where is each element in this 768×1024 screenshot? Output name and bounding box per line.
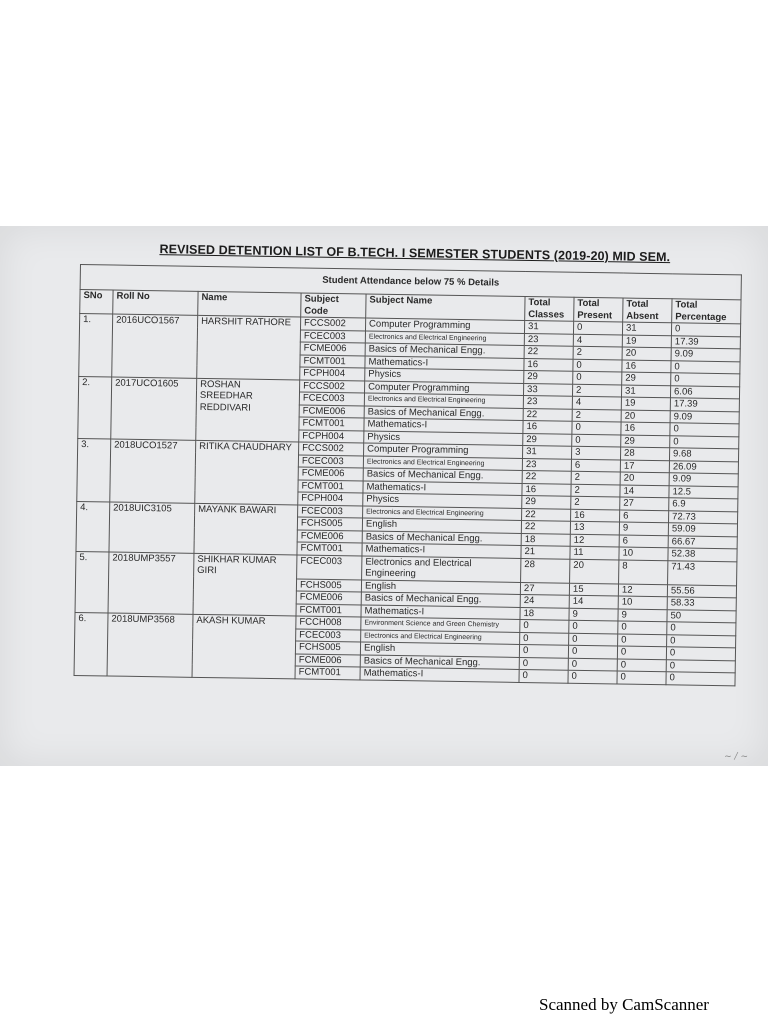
total-present-cell: 9 xyxy=(569,608,618,621)
total-percentage-cell: 9.09 xyxy=(669,473,738,487)
total-percentage-cell: 0 xyxy=(670,423,739,437)
total-present-cell: 0 xyxy=(572,434,621,447)
subject-name-cell: Basics of Mechanical Engg. xyxy=(365,343,524,358)
total-percentage-cell: 0 xyxy=(667,622,736,636)
total-absent-cell: 19 xyxy=(621,397,670,410)
student-roll-no: 2016UCO1567 xyxy=(112,314,198,378)
total-classes-cell: 23 xyxy=(522,458,571,471)
total-present-cell: 6 xyxy=(571,459,620,472)
table-subtitle: Student Attendance below 75 % Details xyxy=(80,265,741,300)
total-absent-cell: 10 xyxy=(618,596,667,609)
total-percentage-cell: 0 xyxy=(667,634,736,648)
total-percentage-cell: 17.39 xyxy=(670,398,739,412)
total-classes-cell: 27 xyxy=(520,582,569,595)
subject-code-cell: FCHS005 xyxy=(295,641,360,655)
total-absent-cell: 20 xyxy=(620,472,669,485)
total-classes-cell: 0 xyxy=(519,657,568,670)
total-classes-cell: 31 xyxy=(523,445,572,458)
header-name: Name xyxy=(198,291,301,317)
scanner-watermark: Scanned by CamScanner xyxy=(539,995,709,1014)
total-classes-cell: 29 xyxy=(522,495,571,508)
student-sno: 4. xyxy=(76,501,110,552)
total-present-cell: 0 xyxy=(569,620,618,633)
subject-name-cell: Mathematics-I xyxy=(363,480,522,495)
total-present-cell: 0 xyxy=(569,633,618,646)
total-classes-cell: 22 xyxy=(522,470,571,483)
total-absent-cell: 16 xyxy=(622,360,671,373)
total-present-cell: 15 xyxy=(569,583,618,596)
total-absent-cell: 10 xyxy=(619,547,668,560)
total-percentage-cell: 66.67 xyxy=(668,535,737,549)
total-percentage-cell: 6.9 xyxy=(669,498,738,512)
total-percentage-cell: 0 xyxy=(671,373,740,387)
total-absent-cell: 12 xyxy=(618,583,667,596)
document-title: REVISED DETENTION LIST OF B.TECH. I SEMESTER STUDENTS (2019-20) MID SEM. xyxy=(159,242,671,265)
total-classes-cell: 0 xyxy=(520,632,569,645)
student-name: AKASH KUMAR xyxy=(192,614,296,678)
subject-name-cell: Physics xyxy=(364,430,523,445)
student-name: MAYANK BAWARI xyxy=(194,503,298,555)
total-absent-cell: 27 xyxy=(620,497,669,510)
subject-code-cell: FCEC003 xyxy=(296,628,361,642)
subject-code-cell: FCMT001 xyxy=(300,354,365,368)
total-classes-cell: 22 xyxy=(523,408,572,421)
total-present-cell: 13 xyxy=(570,521,619,534)
subject-name-cell: English xyxy=(361,579,520,594)
student-name: SHIKHAR KUMAR GIRI xyxy=(193,553,297,616)
subject-name-cell: Physics xyxy=(363,493,522,508)
header-total-classes: Total Classes xyxy=(525,296,574,321)
total-present-cell: 3 xyxy=(572,446,621,459)
total-absent-cell: 20 xyxy=(622,347,671,360)
total-percentage-cell: 50 xyxy=(667,609,736,623)
total-percentage-cell: 9.09 xyxy=(670,410,739,424)
total-present-cell: 0 xyxy=(573,359,622,372)
total-percentage-cell: 0 xyxy=(671,323,740,337)
total-absent-cell: 17 xyxy=(620,460,669,473)
table-body xyxy=(74,314,741,686)
subject-name-cell: Mathematics-I xyxy=(362,543,521,558)
subject-code-cell: FCEC003 xyxy=(300,329,365,343)
total-present-cell: 11 xyxy=(570,546,619,559)
total-classes-cell: 0 xyxy=(519,669,568,682)
subject-code-cell: FCCH008 xyxy=(296,616,361,630)
student-name: HARSHIT RATHORE xyxy=(197,315,301,379)
subject-code-cell: FCEC003 xyxy=(297,554,362,579)
student-roll-no: 2018UMP3557 xyxy=(108,551,194,614)
subject-code-cell: FCPH004 xyxy=(299,429,364,443)
total-present-cell: 0 xyxy=(568,658,617,671)
total-absent-cell: 28 xyxy=(620,447,669,460)
subject-name-cell: English xyxy=(360,642,519,657)
subject-name-cell: Basics of Mechanical Engg. xyxy=(363,468,522,483)
total-present-cell: 0 xyxy=(568,670,617,683)
header-subject-code: Subject Code xyxy=(301,293,366,318)
subject-code-cell: FCMT001 xyxy=(296,603,361,617)
subject-name-cell: Basics of Mechanical Engg. xyxy=(362,530,521,545)
total-absent-cell: 0 xyxy=(618,633,667,646)
total-classes-cell: 21 xyxy=(521,545,570,558)
total-percentage-cell: 0 xyxy=(671,360,740,374)
subject-name-cell: Mathematics-I xyxy=(364,418,523,433)
total-percentage-cell: 55.56 xyxy=(667,584,736,598)
total-absent-cell: 9 xyxy=(619,522,668,535)
detention-table xyxy=(74,264,742,686)
total-present-cell: 16 xyxy=(571,509,620,522)
student-name: RITIKA CHAUDHARY xyxy=(195,440,299,504)
total-classes-cell: 16 xyxy=(524,358,573,371)
total-percentage-cell: 6.06 xyxy=(670,385,739,399)
subject-code-cell: FCEC003 xyxy=(299,392,364,406)
subject-name-cell: Physics xyxy=(365,368,524,383)
total-present-cell: 20 xyxy=(570,559,619,584)
total-absent-cell: 6 xyxy=(620,510,669,523)
total-classes-cell: 29 xyxy=(523,433,572,446)
subject-name-cell: Electronics and Electrical Engineering xyxy=(361,629,520,644)
total-absent-cell: 0 xyxy=(618,621,667,634)
total-classes-cell: 18 xyxy=(520,607,569,620)
subject-code-cell: FCCS002 xyxy=(300,379,365,393)
total-absent-cell: 29 xyxy=(622,372,671,385)
total-absent-cell: 0 xyxy=(617,671,666,684)
total-present-cell: 2 xyxy=(573,346,622,359)
subject-name-cell: Basics of Mechanical Engg. xyxy=(360,654,519,669)
total-absent-cell: 31 xyxy=(621,385,670,398)
student-sno: 6. xyxy=(74,612,108,675)
subject-name-cell: Electronics and Electrical Engineering xyxy=(364,393,523,408)
total-percentage-cell: 52.38 xyxy=(668,548,737,562)
total-classes-cell: 16 xyxy=(523,420,572,433)
subject-name-cell: Electronics and Electrical Engineering xyxy=(362,555,521,581)
total-percentage-cell: 0 xyxy=(670,435,739,449)
total-present-cell: 2 xyxy=(571,496,620,509)
student-sno: 5. xyxy=(75,551,109,613)
total-present-cell: 2 xyxy=(571,484,620,497)
total-percentage-cell: 0 xyxy=(666,672,735,686)
subject-code-cell: FCMT001 xyxy=(295,666,360,680)
total-present-cell: 0 xyxy=(573,371,622,384)
total-classes-cell: 28 xyxy=(521,558,570,583)
total-absent-cell: 8 xyxy=(619,560,668,585)
subject-code-cell: FCEC003 xyxy=(298,504,363,518)
total-percentage-cell: 26.09 xyxy=(669,460,738,474)
subject-name-cell: Computer Programming xyxy=(365,318,524,333)
total-present-cell: 0 xyxy=(568,645,617,658)
subject-name-cell: Electronics and Electrical Engineering xyxy=(363,455,522,470)
total-absent-cell: 16 xyxy=(621,422,670,435)
subject-name-cell: Basics of Mechanical Engg. xyxy=(361,592,520,607)
subject-code-cell: FCPH004 xyxy=(300,367,365,381)
subject-code-cell: FCHS005 xyxy=(296,578,361,592)
total-absent-cell: 0 xyxy=(617,658,666,671)
total-absent-cell: 31 xyxy=(622,322,671,335)
subject-name-cell: Environment Science and Green Chemistry xyxy=(361,617,520,632)
total-percentage-cell: 58.33 xyxy=(667,597,736,611)
header-total-percentage: Total Percentage xyxy=(672,299,741,324)
total-present-cell: 4 xyxy=(572,396,621,409)
handwritten-mark: ~ / ~ xyxy=(724,752,748,762)
total-classes-cell: 22 xyxy=(521,520,570,533)
total-percentage-cell: 72.73 xyxy=(669,510,738,524)
subject-code-cell: FCCS002 xyxy=(299,442,364,456)
subject-name-cell: Electronics and Electrical Engineering xyxy=(363,505,522,520)
header-roll-no: Roll No xyxy=(113,290,198,315)
subject-code-cell: FCEC003 xyxy=(298,454,363,468)
student-sno: 2. xyxy=(78,376,112,439)
header-subject-name: Subject Name xyxy=(366,294,525,320)
subject-name-cell: Electronics and Electrical Engineering xyxy=(365,330,524,345)
subject-code-cell: FCPH004 xyxy=(298,492,363,506)
subject-name-cell: Mathematics-I xyxy=(360,667,519,682)
total-percentage-cell: 9.09 xyxy=(671,348,740,362)
total-present-cell: 2 xyxy=(572,409,621,422)
total-classes-cell: 18 xyxy=(521,533,570,546)
total-percentage-cell: 0 xyxy=(666,659,735,673)
subject-code-cell: FCMT001 xyxy=(297,542,362,556)
header-total-present: Total Present xyxy=(574,297,623,322)
student-sno: 1. xyxy=(79,314,113,377)
total-absent-cell: 14 xyxy=(620,485,669,498)
subject-code-cell: FCMT001 xyxy=(298,479,363,493)
student-roll-no: 2017UCO1605 xyxy=(111,377,197,441)
subject-code-cell: FCCS002 xyxy=(300,317,365,331)
total-classes-cell: 0 xyxy=(519,644,568,657)
student-roll-no: 2018UMP3568 xyxy=(107,613,193,677)
subject-code-cell: FCHS005 xyxy=(297,517,362,531)
total-present-cell: 2 xyxy=(572,384,621,397)
total-classes-cell: 22 xyxy=(524,345,573,358)
total-classes-cell: 16 xyxy=(522,483,571,496)
subject-name-cell: Mathematics-I xyxy=(361,604,520,619)
total-percentage-cell: 9.68 xyxy=(669,448,738,462)
total-absent-cell: 0 xyxy=(617,646,666,659)
subject-code-cell: FCMT001 xyxy=(299,417,364,431)
total-absent-cell: 6 xyxy=(619,535,668,548)
subject-name-cell: Computer Programming xyxy=(365,380,524,395)
total-classes-cell: 33 xyxy=(523,383,572,396)
subject-code-cell: FCME006 xyxy=(300,342,365,356)
total-classes-cell: 22 xyxy=(522,508,571,521)
total-percentage-cell: 71.43 xyxy=(668,560,737,585)
subject-code-cell: FCME006 xyxy=(295,653,360,667)
subject-code-cell: FCME006 xyxy=(296,591,361,605)
subject-name-cell: English xyxy=(362,518,521,533)
subject-code-cell: FCME006 xyxy=(297,529,362,543)
total-percentage-cell: 17.39 xyxy=(671,335,740,349)
subject-code-cell: FCME006 xyxy=(298,467,363,481)
total-present-cell: 2 xyxy=(571,471,620,484)
attendance-sheet xyxy=(74,264,742,686)
total-percentage-cell: 0 xyxy=(666,647,735,661)
subject-name-cell: Basics of Mechanical Engg. xyxy=(364,405,523,420)
subject-name-cell: Computer Programming xyxy=(364,443,523,458)
total-present-cell: 14 xyxy=(569,595,618,608)
total-classes-cell: 31 xyxy=(524,320,573,333)
total-absent-cell: 29 xyxy=(621,435,670,448)
header-sno: SNo xyxy=(80,290,113,315)
total-percentage-cell: 59.09 xyxy=(668,523,737,537)
student-name: ROSHAN SREEDHAR REDDIVARI xyxy=(196,378,300,442)
total-present-cell: 0 xyxy=(572,421,621,434)
header-total-absent: Total Absent xyxy=(623,298,672,323)
total-present-cell: 0 xyxy=(573,321,622,334)
total-classes-cell: 23 xyxy=(524,333,573,346)
student-sno: 3. xyxy=(77,438,111,501)
total-absent-cell: 9 xyxy=(618,608,667,621)
total-percentage-cell: 12.5 xyxy=(669,485,738,499)
total-classes-cell: 24 xyxy=(520,594,569,607)
total-absent-cell: 20 xyxy=(621,410,670,423)
student-roll-no: 2018UCO1527 xyxy=(110,439,196,503)
total-classes-cell: 23 xyxy=(523,395,572,408)
total-classes-cell: 29 xyxy=(524,370,573,383)
total-present-cell: 4 xyxy=(573,334,622,347)
student-roll-no: 2018UIC3105 xyxy=(109,501,195,552)
total-classes-cell: 0 xyxy=(520,619,569,632)
total-present-cell: 12 xyxy=(570,534,619,547)
subject-code-cell: FCME006 xyxy=(299,404,364,418)
subject-name-cell: Mathematics-I xyxy=(365,355,524,370)
total-absent-cell: 19 xyxy=(622,335,671,348)
